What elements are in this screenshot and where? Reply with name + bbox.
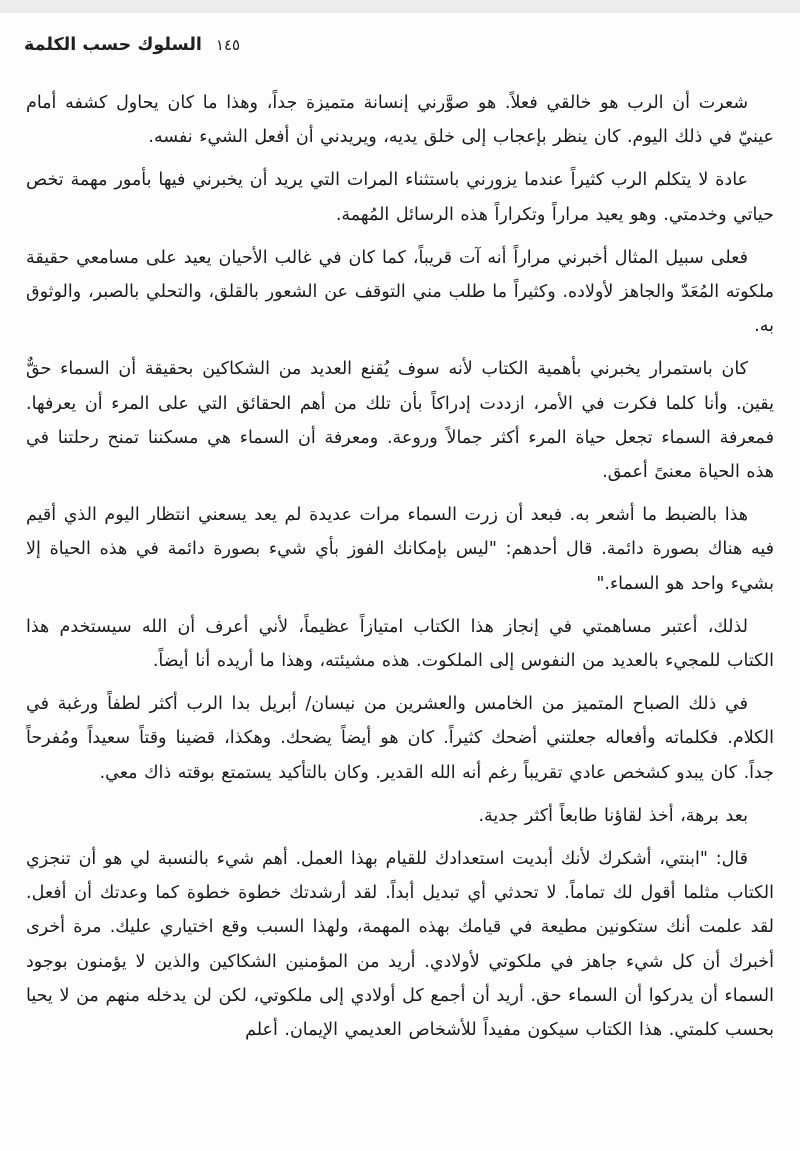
paragraph-7: في ذلك الصباح المتميز من الخامس والعشرين من نيسان/ أبريل بدا الرب أكثر لطفاً ورغبة في الكلام. فكلماته وأفعاله جعلتني أضحك كثيراً. كان هو أيضاً يضحك. وهكذا، قضينا وقتاً سعيداً ومُفرحاً جداً. كان يبدو كشخص عادي تقريباً رغم أنه الله القدير. وكان بالتأكيد يستمتع بوقته ذاك معي.	[26, 694, 774, 783]
scan-artifact-top-edge	[0, 0, 800, 13]
paragraph-3: فعلى سبيل المثال أخبرني مراراً أنه آت قريباً، كما كان في غالب الأحيان يعيد على مسامعي حقيقة ملكوته المُعَدّ والجاهز لأولاده. وكثيراً ما طلب مني التوقف عن الشعور بالقلق، والتحلي بالصبر، والوثوق به.	[26, 247, 774, 337]
page-number: ١٤٥	[215, 35, 241, 54]
paragraph-6: لذلك، أعتبر مساهمتي في إنجاز هذا الكتاب امتيازاً عظيماً، لأني أعرف أن الله سيستخدم هذا الكتاب للمجيء بالعديد من النفوس إلى الملكوت. هذه مشيئته، وهذا ما أريده أنا أيضاً.	[26, 616, 774, 672]
paragraph-2: عادة لا يتكلم الرب كثيراً عندما يزورني باستثناء المرات التي يريد أن يخبرني فيها بأمور مهمة تخص حياتي وخدمتي. وهو يعيد مراراً وتكراراً هذه الرسائل المُهمة.	[26, 170, 774, 225]
paragraph-9: قال: "ابنتي، أشكرك لأنك أبديت استعدادك للقيام بهذا العمل. أهم شيء بالنسبة لي هو أن تنجزي الكتاب مثلما أقول لك تماماً. لا تحدثي أي تبديل أبداً. لقد أرشدتك خطوة خطوة كما وعدتك أن أفعل. لقد علمت أنك ستكونين مطيعة في قيامك بهذه المهمة، ولهذا السبب وقع اختياري عليك. مرة أخرى أخبرك أن كل شيء جاهز في ملكوتي لأولادي. أريد من المؤمنين الشكاكين والذين لا يؤمنون بوجود السماء أن يدركوا أن السماء حق. أريد أن أجمع كل أولادي إلى ملكوتي، لكن لن يدخله منهم من لا يحيا بحسب كلمتي. هذا الكتاب سيكون مفيداً للأشخاص العديمي الإيمان. أعلم	[26, 849, 774, 1041]
paragraph-8: بعد برهة، أخذ لقاؤنا طابعاً أكثر جدية.	[478, 805, 748, 826]
book-title: السلوك حسب الكلمة	[24, 34, 202, 55]
paragraph-4: كان باستمرار يخبرني بأهمية الكتاب لأنه سوف يُقنع العديد من الشكاكين بحقيقة أن السماء حقٌّ يقين. وأنا كلما فكرت في الأمر، ازددت إدراكاً بأن تلك من أهم الحقائق التي على المرء أن يعرفها. فمعرفة السماء تجعل حياة المرء أكثر جمالاً وروعة. ومعرفة أن السماء هي مسكننا تمنح رحلتنا في هذه الحياة معنىً أعمق.	[26, 359, 774, 483]
body-text	[26, 86, 774, 1056]
running-head	[24, 34, 240, 55]
paragraph-5: هذا بالضبط ما أشعر به. فبعد أن زرت السماء مرات عديدة لم يعد يسعني انتظار اليوم الذي أقيم فيه هناك بصورة دائمة. قال أحدهم: "ليس بإمكانك الفوز بأي شيء بصورة دائمة في هذه الحياة إلا بشيء واحد هو السماء."	[26, 505, 774, 594]
paragraph-1: شعرت أن الرب هو خالقي فعلاً. هو صوَّرني إنسانة متميزة جداً، وهذا ما كان يحاول كشفه أمام عينيّ في ذلك اليوم. كان ينظر بإعجاب إلى خلق يديه، ويريدني أن أفعل الشيء نفسه.	[26, 93, 774, 148]
